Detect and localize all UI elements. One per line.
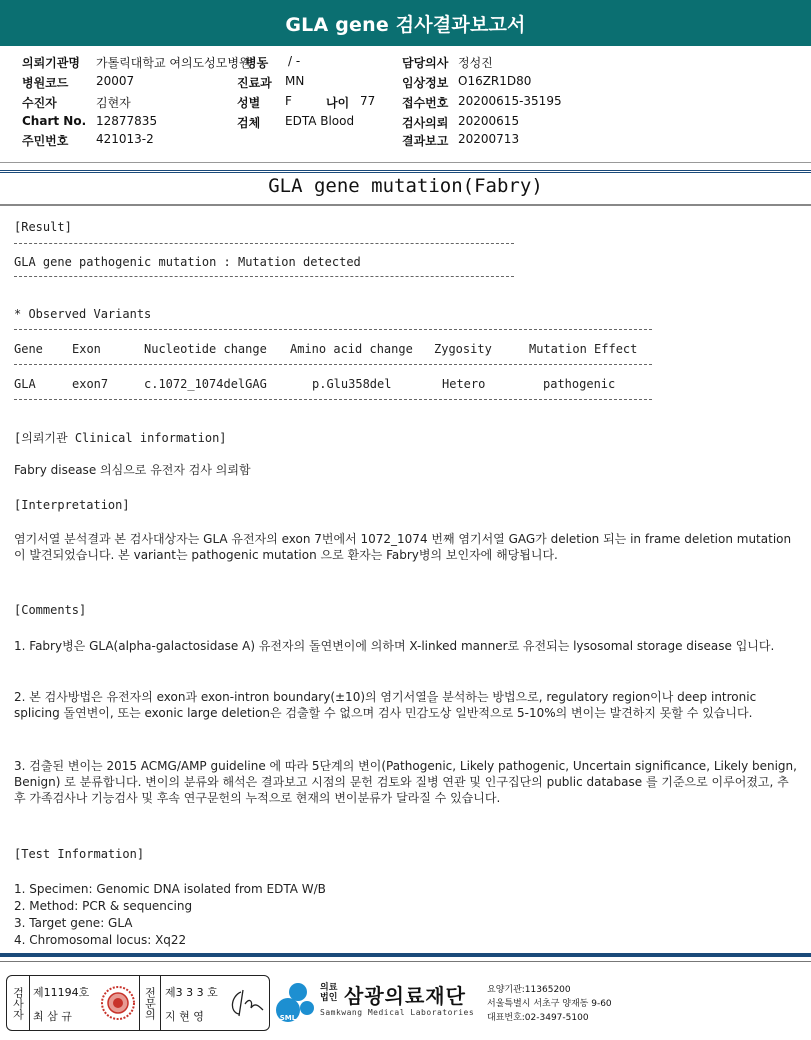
result-heading: [Result] — [14, 220, 72, 234]
ward-label: 병동 — [245, 56, 269, 70]
comment-item: 1. Fabry병은 GLA(alpha-galactosidase A) 유전자의 돌연변이에 의하며 X-linked manner로 유전되는 lysosomal storage disease 입니다. — [14, 639, 775, 653]
dashed-divider — [14, 399, 652, 400]
comment-item: 3. 검출된 변이는 2015 ACMG/AMP guideline 에 따라 5단계의 변이(Pathogenic, Likely pathogenic, Uncertain significance, Likely benign, Benign) 로 분류합니다. 변이의 분류와 해석은 결과보고 시점의 문헌 검토와 질병 연관 및 인구집단의 public database 를 기준으로 이루어졌고, 추후 가족검사나 기능검사 및 후속 연구문헌의 누적으로 현재의 변이분류가 달라질 수 있습니다. — [14, 759, 797, 805]
variant-cell-amino-acid: p.Glu358del — [312, 377, 392, 391]
handwritten-signature — [225, 986, 265, 1025]
examiner-name: 최 삼 규 — [33, 1010, 72, 1023]
footer-divider-thin — [0, 961, 811, 962]
report-title: GLA gene mutation(Fabry) — [268, 175, 543, 197]
reception-no-value: 20200615-35195 — [458, 94, 562, 108]
specialist-name: 지 현 영 — [165, 1010, 204, 1023]
request-date-value: 20200615 — [458, 114, 520, 128]
dashed-divider — [14, 329, 652, 330]
examiner-label — [7, 976, 30, 1030]
sex-value: F — [285, 94, 292, 108]
dashed-divider — [14, 276, 514, 277]
test-info-item: 2. Method: PCR & sequencing — [14, 899, 193, 913]
care-no: 요양기관:11365200 — [487, 985, 571, 995]
comments-heading: [Comments] — [14, 603, 87, 617]
request-date-label: 검사의뢰 — [402, 116, 449, 130]
clinical-text: Fabry disease 의심으로 유전자 검사 의뢰함 — [14, 463, 251, 477]
clinical-info-label: 임상정보 — [402, 76, 449, 90]
doctor-label: 담당의사 — [402, 56, 449, 70]
test-info-item: 1. Specimen: Genomic DNA isolated from EDTA W/B — [14, 882, 326, 896]
title-divider — [0, 204, 811, 206]
specialist-label-text: 전문의 — [143, 986, 157, 1020]
report-header-title: GLA gene 검사결과보고서 — [285, 13, 526, 36]
clinical-info-value: O16ZR1D80 — [458, 74, 532, 88]
hospital-code-label: 병원코드 — [22, 76, 69, 90]
age-label: 나이 — [326, 96, 350, 110]
hospital-code-value: 20007 — [96, 74, 135, 88]
institution-label: 의뢰기관명 — [22, 56, 80, 70]
reception-no-label: 접수번호 — [402, 96, 449, 110]
interpretation-heading: [Interpretation] — [14, 498, 130, 512]
variant-col-amino-acid: Amino acid change — [290, 342, 413, 356]
institution-value: 가톨릭대학교 여의도성모병원 — [96, 56, 251, 70]
report-date-label: 결과보고 — [402, 134, 449, 148]
dept-value: MN — [285, 74, 305, 88]
logo-text: SML — [279, 1014, 297, 1022]
variant-col-gene: Gene — [14, 342, 43, 356]
test-info-heading: [Test Information] — [14, 847, 145, 861]
variants-heading: * Observed Variants — [14, 307, 152, 321]
id-no-value: 421013-2 — [96, 132, 154, 146]
variant-col-zygosity: Zygosity — [434, 342, 492, 356]
comment-item: 2. 본 검사방법은 유전자의 exon과 exon-intron boundary(±10)의 염기서열을 분석하는 방법으로, regulatory region이나 deep intronic splicing 돌연변이, 또는 exonic large deletion은 검출할 수 없으며 검사 민감도상 일반적으로 5-10%의 변이는 발견하지 못할 수 있습니다. — [14, 690, 757, 720]
variant-col-effect: Mutation Effect — [529, 342, 638, 356]
variant-col-exon: Exon — [72, 342, 101, 356]
report-date-value: 20200713 — [458, 132, 520, 146]
result-text: GLA gene pathogenic mutation : Mutation detected — [14, 255, 361, 269]
test-info-item: 4. Chromosomal locus: Xq22 — [14, 933, 187, 947]
dashed-divider — [14, 243, 514, 244]
org-name: 삼광의료재단 — [344, 984, 466, 1008]
specialist-label — [139, 976, 161, 1030]
org-english: Samkwang Medical Laboratories — [320, 1008, 475, 1017]
org-prefix: 의료법인 — [320, 983, 338, 1003]
clinical-heading: [의뢰기관 Clinical information] — [14, 431, 227, 445]
specialist-license: 제3 3 3 호 — [165, 986, 218, 999]
examiner-label-text: 검사자 — [11, 986, 25, 1020]
examinee-label: 수진자 — [22, 96, 57, 110]
interpretation-text: 염기서열 분석결과 본 검사대상자는 GLA 유전자의 exon 7번에서 1072_1074 번째 염기서열 GAG가 deletion 되는 in frame deletion mutation이 발견되었습니다. 본 variant는 pathogenic mutation 으로 환자는 Fabry병의 보인자에 해당됩니다. — [14, 532, 792, 562]
variant-cell-zygosity: Hetero — [442, 377, 486, 391]
seal-stamp — [99, 984, 137, 1022]
variant-cell-effect: pathogenic — [543, 377, 616, 391]
org-address: 서울특별시 서초구 양재동 9-60 — [487, 999, 612, 1009]
dept-label: 진료과 — [237, 76, 272, 90]
signature-box — [6, 975, 270, 1031]
chart-no-value: 12877835 — [96, 114, 158, 128]
id-no-label: 주민번호 — [22, 134, 69, 148]
specimen-label: 검체 — [237, 116, 261, 130]
sex-label: 성별 — [237, 96, 261, 110]
age-value: 77 — [360, 94, 376, 108]
doctor-value: 정성진 — [458, 56, 493, 70]
dashed-divider — [14, 364, 652, 365]
variant-cell-exon: exon7 — [72, 377, 109, 391]
specimen-value: EDTA Blood — [285, 114, 355, 128]
variant-col-nucleotide: Nucleotide change — [144, 342, 267, 356]
test-info-item: 3. Target gene: GLA — [14, 916, 133, 930]
footer-divider — [0, 953, 811, 957]
examinee-value: 김현자 — [96, 96, 131, 110]
variant-cell-nucleotide: c.1072_1074delGAG — [144, 377, 267, 391]
examiner-license: 제11194호 — [33, 986, 90, 999]
chart-no-label: Chart No. — [22, 114, 87, 128]
report-banner — [0, 0, 811, 46]
header-divider — [0, 170, 811, 173]
patient-info — [0, 46, 811, 163]
ward-value: / - — [288, 54, 301, 68]
variant-cell-gene: GLA — [14, 377, 36, 391]
org-phone: 대표번호:02-3497-5100 — [487, 1013, 589, 1023]
